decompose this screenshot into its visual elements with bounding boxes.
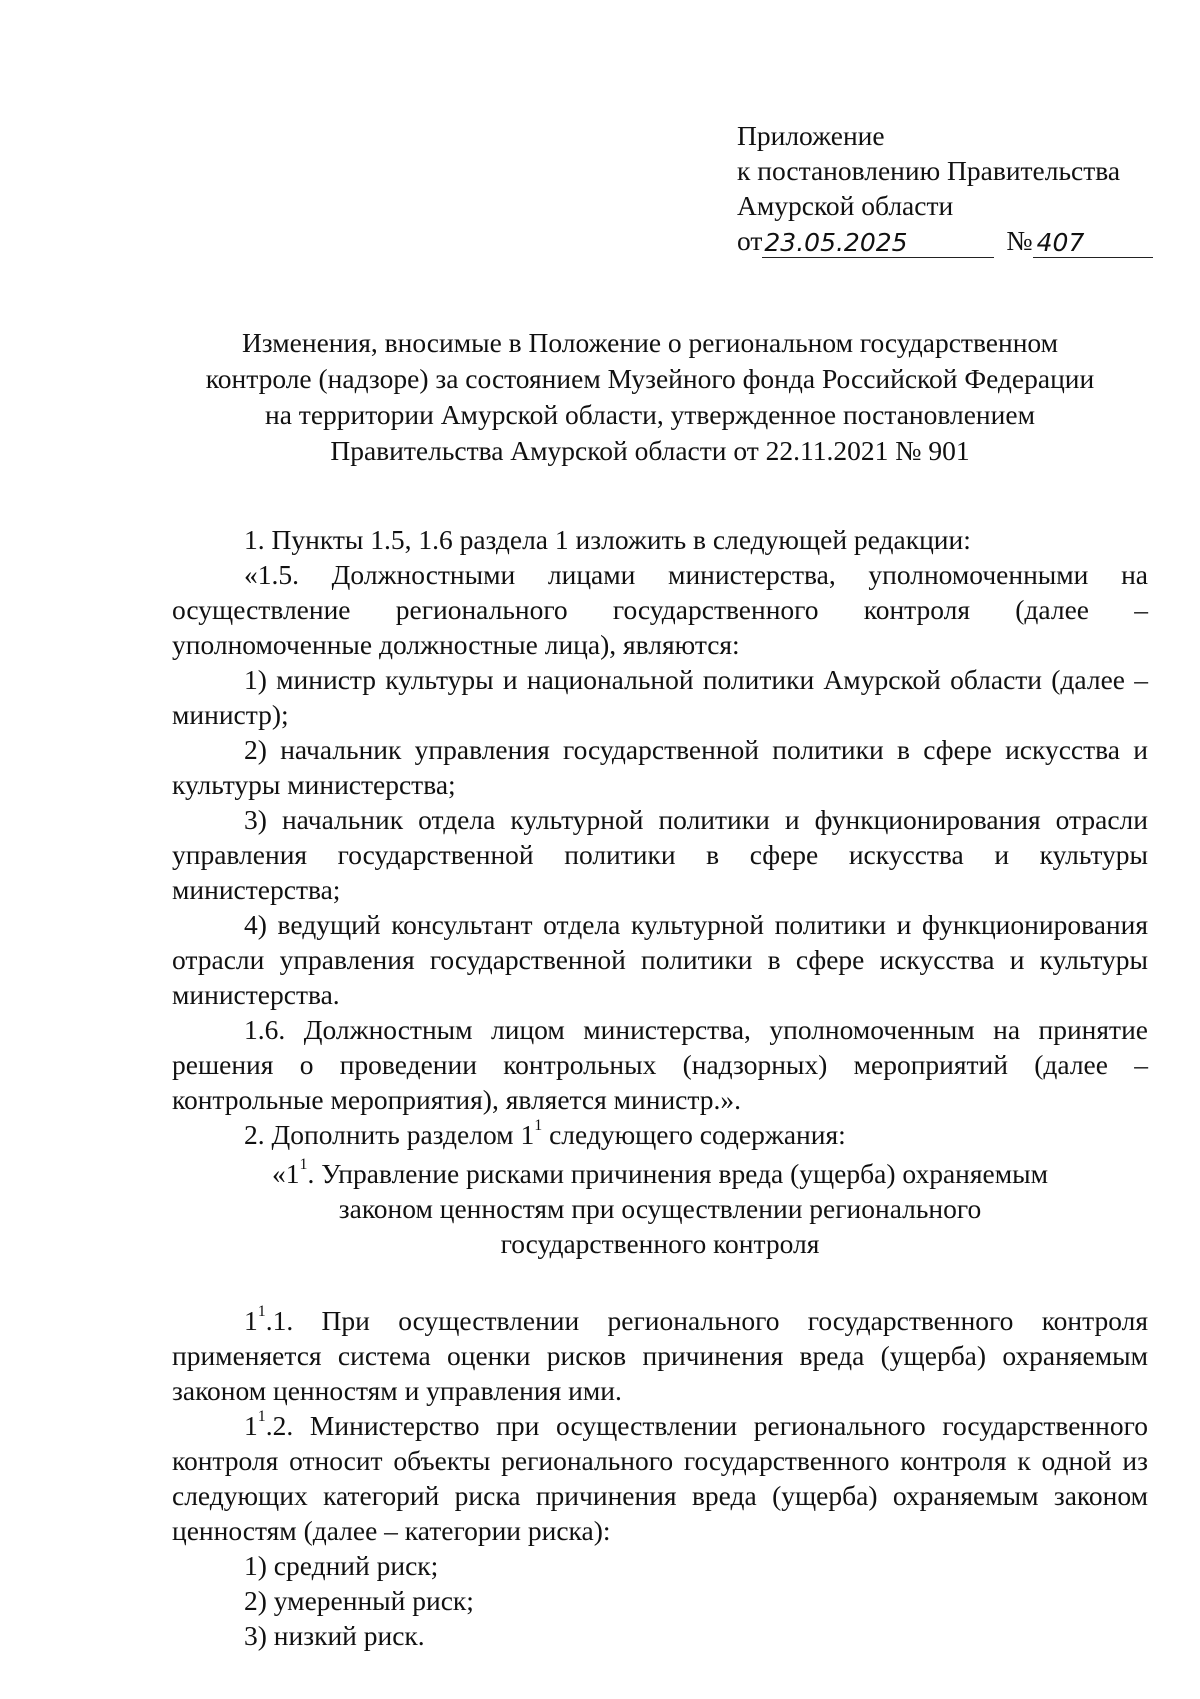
number-label: № bbox=[1006, 225, 1033, 256]
appendix-region: Амурской области bbox=[737, 190, 954, 221]
clause-superscript: 1 bbox=[257, 1407, 266, 1425]
clause-text: .2. Министерство при осуществлении регионального государственного контроля относит объекты регионального государственного контроля к одной из следующих категорий риска причинения вреда (ущерба) охраняемым законом ценностям (далее – категории риска): bbox=[172, 1410, 1148, 1546]
title-line-4: Правительства Амурской области от 22.11.2021 № 901 bbox=[330, 435, 970, 466]
list-item-4: 4) ведущий консультант отдела культурной политики и функционирования отрасли управления государственной политики в сфере искусства и культуры министерства. bbox=[172, 909, 1148, 1010]
title-line-3: на территории Амурской области, утвержденное постановлением bbox=[265, 399, 1035, 430]
date-number-row bbox=[737, 223, 1153, 258]
document-body bbox=[172, 522, 1148, 1653]
paragraph-1-1-1 bbox=[172, 1303, 1148, 1408]
section-heading bbox=[172, 1156, 1148, 1261]
handwritten-date: 23.05.2025 bbox=[762, 229, 994, 258]
paragraph-2 bbox=[172, 1117, 1148, 1152]
paragraph-1-6: 1.6. Должностным лицом министерства, уполномоченным на принятие решения о проведении контрольных (надзорных) мероприятий (далее – контрольные мероприятия), является министр.». bbox=[172, 1014, 1148, 1115]
risk-category-3: 3) низкий риск. bbox=[244, 1620, 425, 1651]
clause-text: .1. При осуществлении регионального государственного контроля применяется система оценки рисков причинения вреда (ущерба) охраняемым законом ценностям и управления ими. bbox=[172, 1305, 1148, 1406]
title-line-1: Изменения, вносимые в Положение о региональном государственном bbox=[241, 327, 1059, 358]
section-heading-number: «1 bbox=[271, 1158, 300, 1189]
list-item-3: 3) начальник отдела культурной политики и функционирования отрасли управления государственной политики в сфере искусства и культуры министерства; bbox=[172, 804, 1148, 905]
section-heading-superscript: 1 bbox=[299, 1155, 308, 1173]
section-heading-line-1 bbox=[172, 1156, 1148, 1191]
date-prefix: от bbox=[737, 225, 763, 256]
clause-number: 1 bbox=[244, 1410, 258, 1441]
title-line-2: контроле (надзоре) за состоянием Музейного фонда Российской Федерации bbox=[205, 363, 1095, 394]
list-item-1: 1) министр культуры и национальной политики Амурской области (далее – министр); bbox=[172, 664, 1148, 730]
appendix-resolution-ref: к постановлению Правительства bbox=[737, 155, 1121, 186]
section-heading-line-3: государственного контроля bbox=[500, 1228, 820, 1259]
appendix-header bbox=[737, 118, 1153, 258]
section-superscript: 1 bbox=[534, 1116, 543, 1134]
appendix-label: Приложение bbox=[737, 120, 885, 151]
handwritten-number: 407 bbox=[1033, 229, 1153, 258]
document-title bbox=[170, 325, 1130, 469]
list-item-2: 2) начальник управления государственной политики в сфере искусства и культуры министерства; bbox=[172, 734, 1148, 800]
paragraph-2-text: 2. Дополнить разделом 1 bbox=[244, 1119, 535, 1150]
risk-category-1: 1) средний риск; bbox=[244, 1550, 439, 1581]
clause-superscript: 1 bbox=[257, 1302, 266, 1320]
section-heading-text: . Управление рисками причинения вреда (ущерба) охраняемым bbox=[307, 1158, 1048, 1189]
paragraph-2-text-end: следующего содержания: bbox=[542, 1119, 846, 1150]
risk-category-2: 2) умеренный риск; bbox=[244, 1585, 474, 1616]
clause-number: 1 bbox=[244, 1305, 258, 1336]
paragraph-1: 1. Пункты 1.5, 1.6 раздела 1 изложить в следующей редакции: bbox=[244, 524, 971, 555]
paragraph-1-1-2 bbox=[172, 1408, 1148, 1548]
paragraph-1-5: «1.5. Должностными лицами министерства, уполномоченными на осуществление регионального государственного контроля (далее – уполномоченные должностные лица), являются: bbox=[172, 559, 1148, 660]
section-heading-line-2: законом ценностям при осуществлении регионального bbox=[338, 1193, 982, 1224]
